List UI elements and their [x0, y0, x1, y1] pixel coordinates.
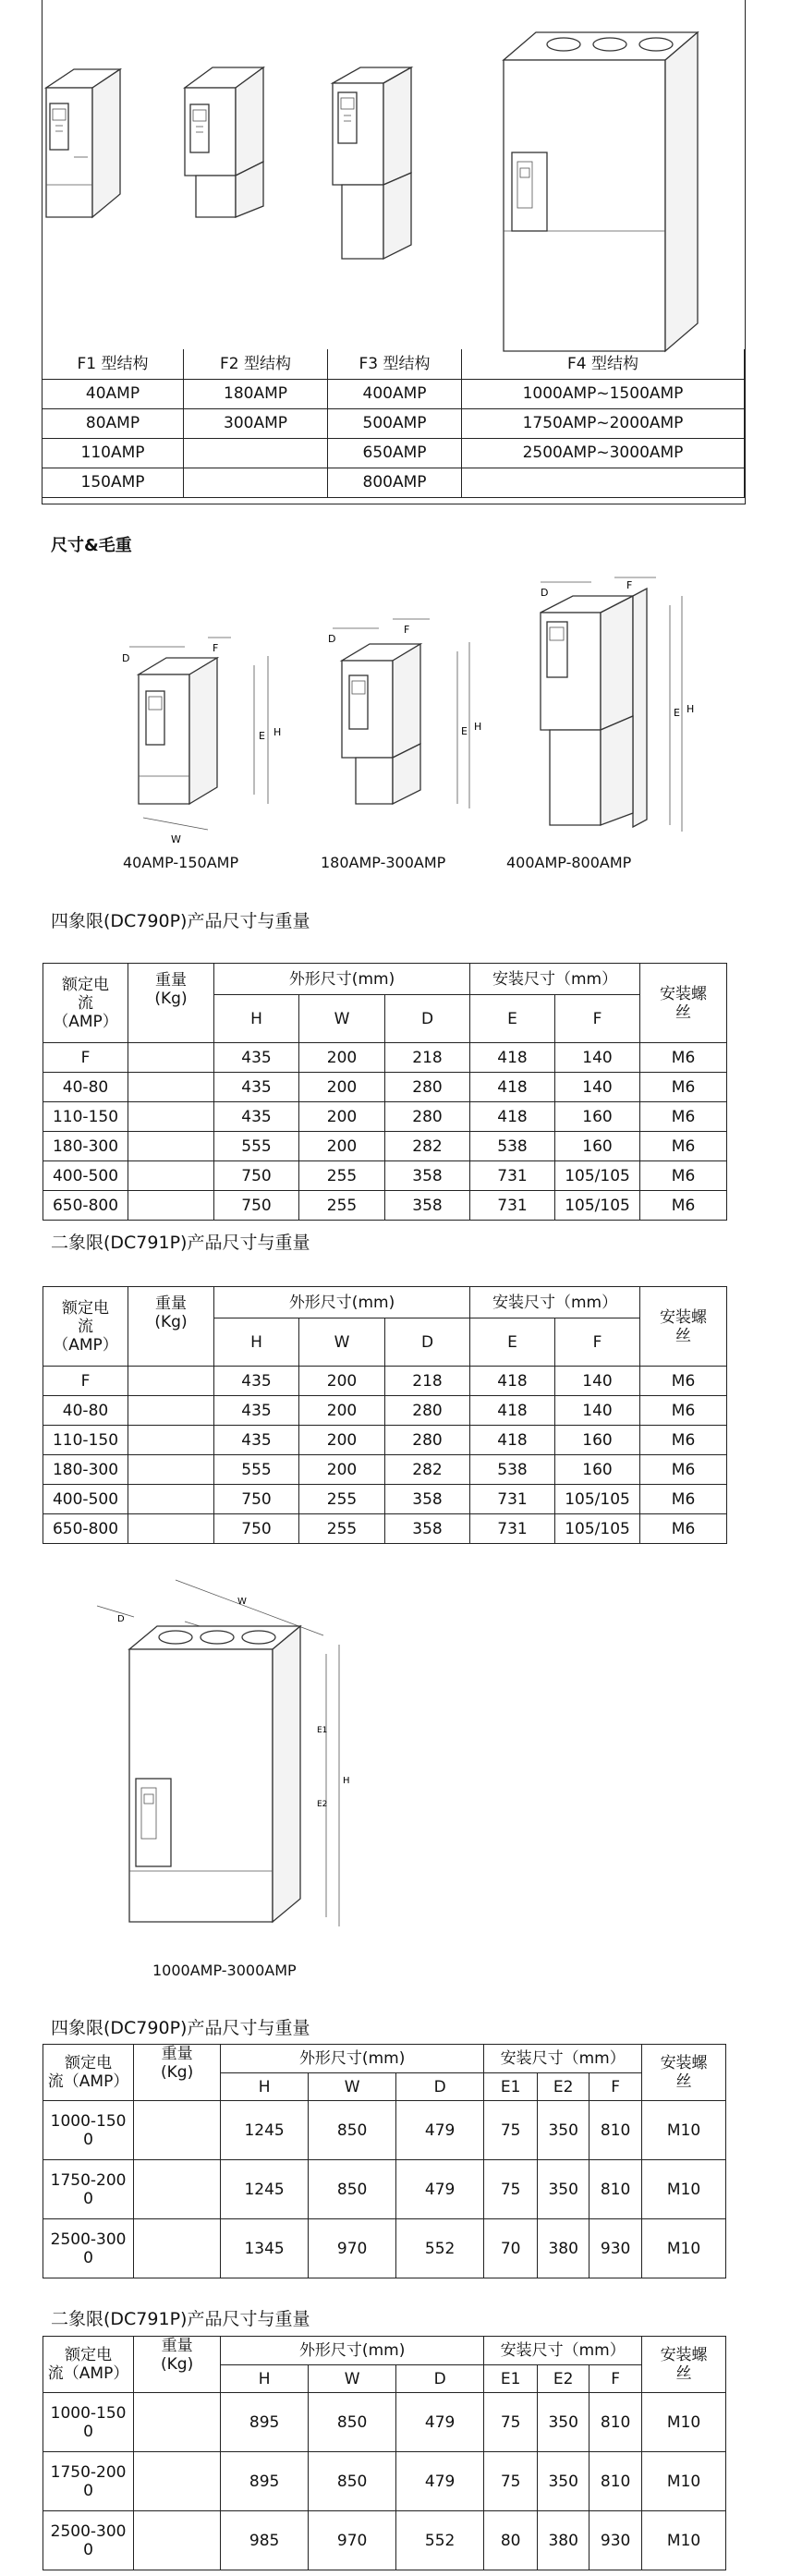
cell [128, 1102, 214, 1132]
cell: 75 [484, 2160, 538, 2219]
cell: 970 [309, 2511, 396, 2570]
cell: 218 [385, 1367, 470, 1396]
cell [134, 2101, 221, 2160]
frame-cell: 650AMP [328, 438, 462, 468]
cell: 850 [309, 2393, 396, 2452]
cell: 105/105 [555, 1161, 640, 1191]
cell: 75 [484, 2452, 538, 2511]
dims-drawing-400-800 [499, 568, 721, 845]
dims-drawing-1000-3000 [79, 1571, 393, 1959]
cell: 160 [555, 1455, 640, 1485]
cell: 2500-300 0 [43, 2219, 134, 2278]
dims-caption-400-800: 400AMP-800AMP [506, 854, 632, 871]
cell: 350 [538, 2160, 589, 2219]
dims-drawing-40-150 [92, 628, 305, 850]
cell: 400-500 [43, 1485, 128, 1514]
cell: 200 [299, 1367, 385, 1396]
cell: 280 [385, 1102, 470, 1132]
frame-cell: 500AMP [328, 408, 462, 438]
header-w: W [309, 2365, 396, 2393]
cell: 70 [484, 2219, 538, 2278]
cell: 180-300 [43, 1455, 128, 1485]
dim-letter-w: W [171, 833, 181, 845]
header-weight: 重量 (Kg) [134, 2045, 221, 2101]
frame-header-f4: F4 型结构 [462, 349, 745, 379]
cell: 1750-200 0 [43, 2160, 134, 2219]
table-row [43, 1161, 727, 1191]
cell: 350 [538, 2393, 589, 2452]
cell [128, 1514, 214, 1544]
cell: 200 [299, 1132, 385, 1161]
header-h: H [214, 1318, 299, 1367]
cell: 400-500 [43, 1161, 128, 1191]
table-row [43, 2160, 726, 2219]
cell: 435 [214, 1426, 299, 1455]
cell: M6 [640, 1073, 727, 1102]
frame-cell: 150AMP [43, 468, 184, 497]
dim-letter-h: H [474, 721, 482, 733]
cell: M6 [640, 1367, 727, 1396]
dim-letter-f: F [213, 642, 219, 654]
table-row [43, 1102, 727, 1132]
table-row [43, 1455, 727, 1485]
header-f: F [555, 995, 640, 1043]
cell: 810 [589, 2393, 642, 2452]
cell [128, 1043, 214, 1073]
dim-letter-f: F [404, 624, 410, 636]
cell: 140 [555, 1367, 640, 1396]
header-h: H [221, 2365, 309, 2393]
cell [134, 2219, 221, 2278]
header-rated: 额定电 流（AMP） [43, 2337, 134, 2393]
cell [128, 1485, 214, 1514]
table-row [43, 1485, 727, 1514]
cell: 435 [214, 1396, 299, 1426]
cell: 380 [538, 2219, 589, 2278]
header-d: D [385, 1318, 470, 1367]
frame-cell: 300AMP [184, 408, 328, 438]
table3 [43, 2044, 726, 2278]
table4 [43, 2336, 726, 2570]
table1 [43, 963, 727, 1221]
cell: 650-800 [43, 1191, 128, 1221]
dim-letter-f: F [626, 579, 633, 591]
dim-letter-e1: E1 [317, 1726, 328, 1735]
cell: 280 [385, 1426, 470, 1455]
cell: 180-300 [43, 1132, 128, 1161]
header-rated: 额定电 流 （AMP） [43, 964, 128, 1043]
table-row [43, 1367, 727, 1396]
cell: 650-800 [43, 1514, 128, 1544]
cell: M6 [640, 1455, 727, 1485]
cell: 418 [470, 1102, 555, 1132]
cell [128, 1132, 214, 1161]
cell: 140 [555, 1073, 640, 1102]
dim-letter-e: E [674, 707, 680, 719]
header-d: D [396, 2073, 484, 2101]
cell: 479 [396, 2160, 484, 2219]
cell: 479 [396, 2101, 484, 2160]
cell: M10 [642, 2393, 726, 2452]
dim-letter-d: D [122, 652, 130, 664]
header-e1: E1 [484, 2365, 538, 2393]
table-row [43, 1073, 727, 1102]
table-row [43, 1426, 727, 1455]
header-outline: 外形尺寸(mm) [221, 2337, 484, 2365]
header-w: W [299, 995, 385, 1043]
cell: 418 [470, 1426, 555, 1455]
cell: 435 [214, 1102, 299, 1132]
cell: 105/105 [555, 1485, 640, 1514]
table4-title: 二象限(DC791P)产品尺寸与重量 [51, 2309, 310, 2329]
cell: M10 [642, 2452, 726, 2511]
cell: 750 [214, 1191, 299, 1221]
cell: 1000-150 0 [43, 2393, 134, 2452]
dim-letter-d: D [328, 633, 336, 645]
table-row [43, 2101, 726, 2160]
cell: 280 [385, 1073, 470, 1102]
big-caption: 1000AMP-3000AMP [152, 1962, 297, 1979]
cell: 1245 [221, 2160, 309, 2219]
header-d: D [385, 995, 470, 1043]
cell: 255 [299, 1514, 385, 1544]
frame-cell: 2500AMP~3000AMP [462, 438, 745, 468]
cell: 1750-200 0 [43, 2452, 134, 2511]
cell: 200 [299, 1426, 385, 1455]
header-e: E [470, 995, 555, 1043]
cell: M6 [640, 1161, 727, 1191]
cell: 200 [299, 1396, 385, 1426]
cell: 731 [470, 1485, 555, 1514]
dim-letter-e: E [259, 730, 265, 742]
table-row [43, 1514, 727, 1544]
cell: 538 [470, 1455, 555, 1485]
frame-cell: 1750AMP~2000AMP [462, 408, 745, 438]
cell: M6 [640, 1426, 727, 1455]
frame-cell [184, 468, 328, 497]
header-h: H [214, 995, 299, 1043]
header-e: E [470, 1318, 555, 1367]
cell: M6 [640, 1132, 727, 1161]
table-row [43, 1191, 727, 1221]
cell: 255 [299, 1191, 385, 1221]
cell: 810 [589, 2452, 642, 2511]
header-install: 安装尺寸（mm） [484, 2045, 642, 2073]
cell: 200 [299, 1455, 385, 1485]
cell: 552 [396, 2511, 484, 2570]
frame-cell: 400AMP [328, 379, 462, 408]
cell: 105/105 [555, 1191, 640, 1221]
frame-header-f1: F1 型结构 [43, 349, 184, 379]
cell: 731 [470, 1161, 555, 1191]
frame-cell: 110AMP [43, 438, 184, 468]
frame-cell: 40AMP [43, 379, 184, 408]
cell: 930 [589, 2219, 642, 2278]
frame-cell [184, 438, 328, 468]
frame-f2-drawing [176, 51, 305, 263]
header-install: 安装尺寸（mm） [470, 1287, 640, 1318]
cell: 555 [214, 1455, 299, 1485]
cell: 435 [214, 1043, 299, 1073]
header-install: 安装尺寸（mm） [484, 2337, 642, 2365]
header-w: W [309, 2073, 396, 2101]
cell: 985 [221, 2511, 309, 2570]
cell: 1000-150 0 [43, 2101, 134, 2160]
dim-letter-e: E [461, 725, 468, 737]
cell: 282 [385, 1132, 470, 1161]
dim-letter-h: H [687, 703, 695, 715]
cell: 850 [309, 2160, 396, 2219]
cell: 380 [538, 2511, 589, 2570]
cell: 200 [299, 1073, 385, 1102]
cell: 140 [555, 1396, 640, 1426]
cell: 75 [484, 2101, 538, 2160]
frame-header-f3: F3 型结构 [328, 349, 462, 379]
frame-cell [462, 468, 745, 497]
cell: 810 [589, 2160, 642, 2219]
cell [134, 2160, 221, 2219]
cell: 850 [309, 2101, 396, 2160]
cell [128, 1455, 214, 1485]
cell: 750 [214, 1514, 299, 1544]
table-row [43, 1396, 727, 1426]
dims-caption-40-150: 40AMP-150AMP [123, 854, 239, 871]
cell: 282 [385, 1455, 470, 1485]
cell: 750 [214, 1485, 299, 1514]
cell: 850 [309, 2452, 396, 2511]
dim-letter-h: H [273, 726, 282, 738]
cell: 358 [385, 1485, 470, 1514]
header-rated: 额定电 流 （AMP） [43, 1287, 128, 1367]
cell: 555 [214, 1132, 299, 1161]
cell [128, 1191, 214, 1221]
cell: 200 [299, 1102, 385, 1132]
cell: 895 [221, 2393, 309, 2452]
cell: 110-150 [43, 1102, 128, 1132]
dims-caption-180-300: 180AMP-300AMP [321, 854, 446, 871]
frame-f4-drawing [480, 18, 730, 370]
dim-letter-e2: E2 [317, 1800, 328, 1809]
cell: F [43, 1367, 128, 1396]
cell: 140 [555, 1043, 640, 1073]
frame-cell: 800AMP [328, 468, 462, 497]
table-row [43, 1132, 727, 1161]
cell: M10 [642, 2160, 726, 2219]
table-row [43, 1043, 727, 1073]
cell: 255 [299, 1485, 385, 1514]
cell: 2500-300 0 [43, 2511, 134, 2570]
cell: 350 [538, 2452, 589, 2511]
cell [134, 2393, 221, 2452]
cell: M6 [640, 1043, 727, 1073]
table-row [43, 2511, 726, 2570]
cell: 552 [396, 2219, 484, 2278]
header-install: 安装尺寸（mm） [470, 964, 640, 995]
cell: 105/105 [555, 1514, 640, 1544]
table2-title: 二象限(DC791P)产品尺寸与重量 [51, 1233, 310, 1253]
cell [134, 2511, 221, 2570]
frame-cell: 180AMP [184, 379, 328, 408]
header-d: D [396, 2365, 484, 2393]
cell: 40-80 [43, 1396, 128, 1426]
header-weight: 重量 (Kg) [128, 964, 214, 1043]
header-e1: E1 [484, 2073, 538, 2101]
cell: 110-150 [43, 1426, 128, 1455]
header-screw: 安装螺 丝 [642, 2045, 726, 2101]
dim-letter-w: W [237, 1597, 247, 1607]
header-weight: 重量 (Kg) [128, 1287, 214, 1367]
cell: M10 [642, 2101, 726, 2160]
header-outline: 外形尺寸(mm) [221, 2045, 484, 2073]
cell: 731 [470, 1514, 555, 1544]
frame-f1-drawing [37, 55, 166, 240]
cell: M6 [640, 1102, 727, 1132]
cell [128, 1426, 214, 1455]
cell: 970 [309, 2219, 396, 2278]
cell: 160 [555, 1102, 640, 1132]
cell [128, 1396, 214, 1426]
dims-title: 尺寸&毛重 [51, 536, 132, 555]
cell: M6 [640, 1396, 727, 1426]
cell [134, 2452, 221, 2511]
table-row [43, 2219, 726, 2278]
table-row [43, 2393, 726, 2452]
header-h: H [221, 2073, 309, 2101]
cell: 750 [214, 1161, 299, 1191]
header-screw: 安装螺 丝 [640, 964, 727, 1043]
cell: 1345 [221, 2219, 309, 2278]
header-f: F [589, 2073, 642, 2101]
cell: 418 [470, 1367, 555, 1396]
header-f: F [555, 1318, 640, 1367]
header-screw: 安装螺 丝 [640, 1287, 727, 1367]
cell: 280 [385, 1396, 470, 1426]
cell: 479 [396, 2393, 484, 2452]
header-screw: 安装螺 丝 [642, 2337, 726, 2393]
dims-drawing-180-300 [291, 605, 504, 845]
table3-title: 四象限(DC790P)产品尺寸与重量 [51, 2018, 310, 2038]
cell: 200 [299, 1043, 385, 1073]
cell: 255 [299, 1161, 385, 1191]
cell: M10 [642, 2511, 726, 2570]
cell: 418 [470, 1043, 555, 1073]
cell: 479 [396, 2452, 484, 2511]
cell [128, 1073, 214, 1102]
cell: 731 [470, 1191, 555, 1221]
cell: 75 [484, 2393, 538, 2452]
cell: 358 [385, 1514, 470, 1544]
cell: 1245 [221, 2101, 309, 2160]
cell: 538 [470, 1132, 555, 1161]
cell: 218 [385, 1043, 470, 1073]
dim-letter-h: H [343, 1776, 350, 1786]
header-e2: E2 [538, 2073, 589, 2101]
cell: 418 [470, 1396, 555, 1426]
cell: M6 [640, 1514, 727, 1544]
dim-letter-d: D [541, 587, 549, 599]
cell: 810 [589, 2101, 642, 2160]
table2 [43, 1286, 727, 1544]
cell: 160 [555, 1132, 640, 1161]
cell: 160 [555, 1426, 640, 1455]
cell [128, 1161, 214, 1191]
cell: 435 [214, 1073, 299, 1102]
cell: 358 [385, 1191, 470, 1221]
header-outline: 外形尺寸(mm) [214, 1287, 470, 1318]
header-f: F [589, 2365, 642, 2393]
cell: 358 [385, 1161, 470, 1191]
header-e2: E2 [538, 2365, 589, 2393]
cell: M10 [642, 2219, 726, 2278]
dim-letter-d: D [117, 1614, 125, 1624]
cell: F [43, 1043, 128, 1073]
frame-cell: 80AMP [43, 408, 184, 438]
header-weight: 重量 (Kg) [134, 2337, 221, 2393]
cell: 895 [221, 2452, 309, 2511]
table-row [43, 2452, 726, 2511]
frame-table [42, 349, 745, 498]
cell: M6 [640, 1191, 727, 1221]
header-outline: 外形尺寸(mm) [214, 964, 470, 995]
frame-cell: 1000AMP~1500AMP [462, 379, 745, 408]
frame-header-f2: F2 型结构 [184, 349, 328, 379]
table1-title: 四象限(DC790P)产品尺寸与重量 [51, 911, 310, 931]
cell [128, 1367, 214, 1396]
cell: 435 [214, 1367, 299, 1396]
header-w: W [299, 1318, 385, 1367]
cell: 418 [470, 1073, 555, 1102]
cell: 80 [484, 2511, 538, 2570]
cell: 350 [538, 2101, 589, 2160]
cell: 40-80 [43, 1073, 128, 1102]
frame-f3-drawing [323, 60, 462, 282]
cell: 930 [589, 2511, 642, 2570]
cell: M6 [640, 1485, 727, 1514]
header-rated: 额定电 流（AMP） [43, 2045, 134, 2101]
